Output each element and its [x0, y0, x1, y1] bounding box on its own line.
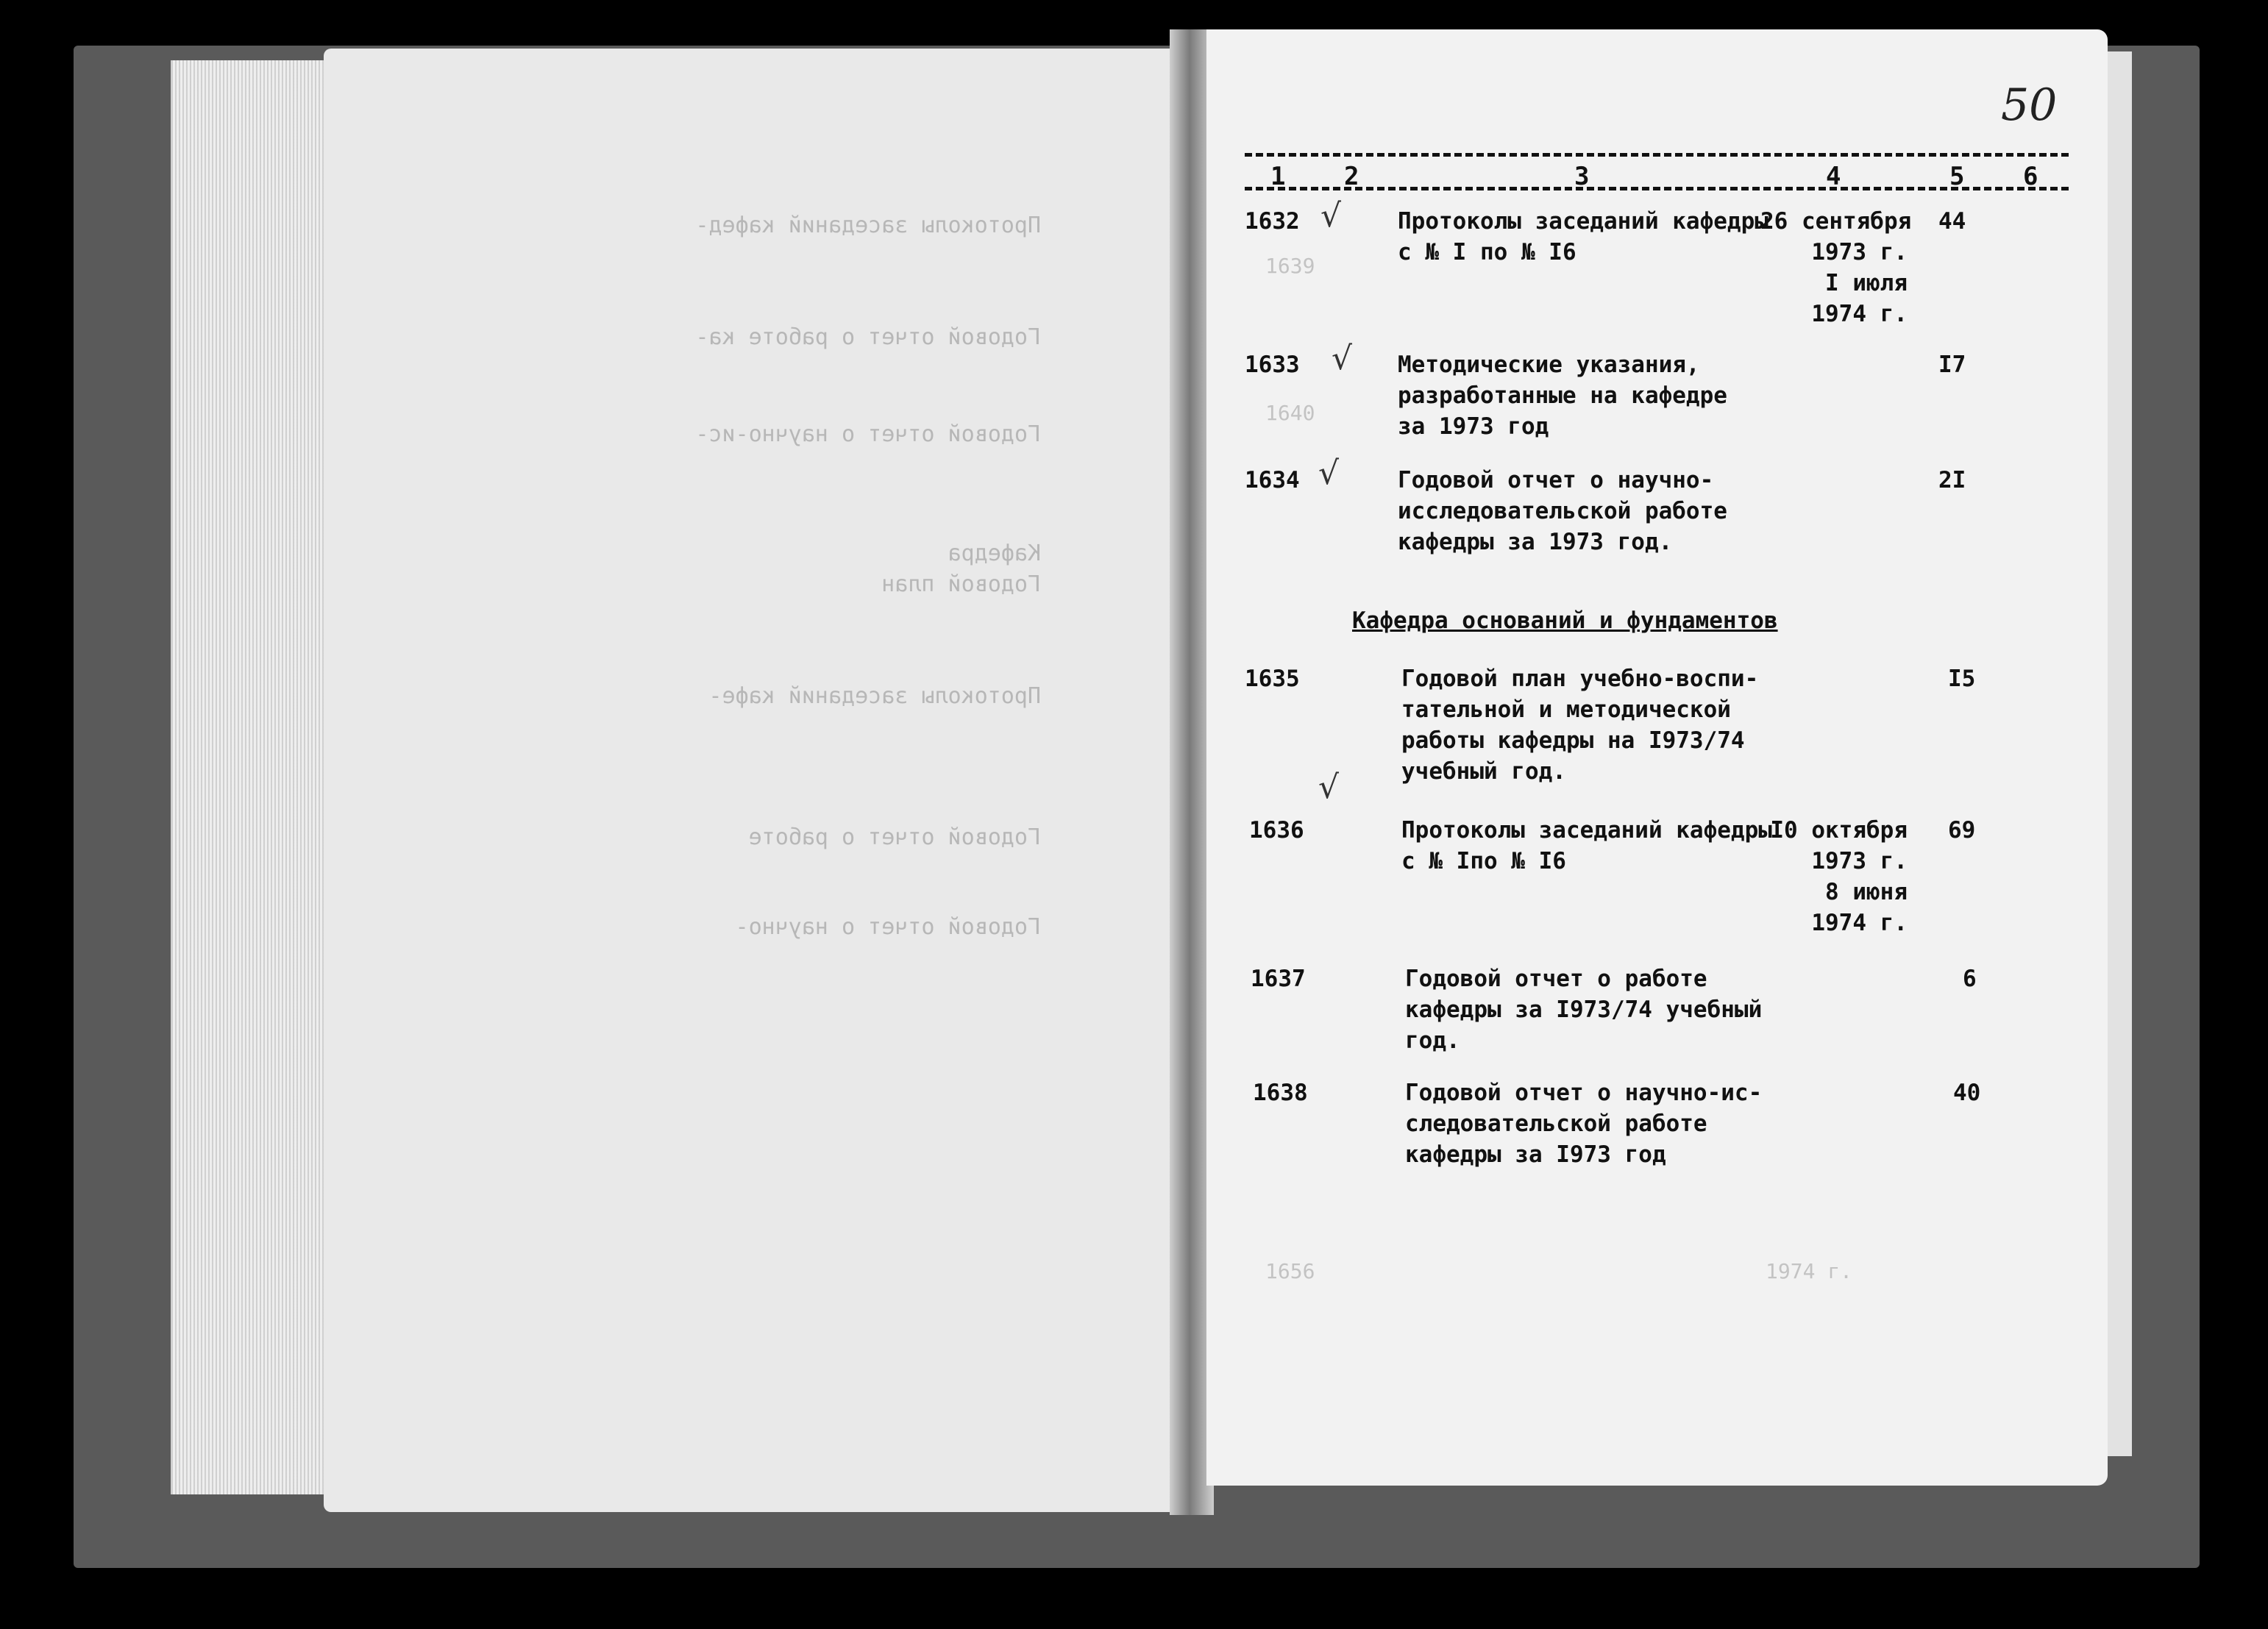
- bleed-line: Годовой отчет о научно-: [735, 914, 1041, 940]
- bleed-line: Протоколы заседаний кафе-: [708, 683, 1041, 709]
- column-header: 6: [2023, 162, 2038, 191]
- column-header: 4: [1826, 162, 1841, 191]
- row-number: 1635: [1245, 666, 1300, 692]
- bleed-line: Годовой отчет о работе ка-: [695, 324, 1041, 350]
- row-number: 1634: [1245, 467, 1300, 493]
- right-page-edge: [2104, 51, 2132, 1456]
- header-rule-bottom: [1245, 187, 2069, 190]
- section-heading: Кафедра оснований и фундаментов: [1352, 607, 1778, 634]
- row-sheets: I5: [1948, 666, 1976, 692]
- check-mark-icon: √: [1318, 455, 1340, 492]
- row-title: Годовой отчет о работе кафедры за I973/74 учебный год.: [1405, 966, 1763, 1054]
- row-title: Методические указания, разработанные на кафедре за 1973 год: [1398, 352, 1727, 440]
- row-number: 1636: [1249, 817, 1304, 844]
- left-page-bleed-through: [324, 49, 1181, 1512]
- check-mark-icon: √: [1332, 340, 1353, 377]
- row-number: 1633: [1245, 352, 1300, 378]
- folio-number: 50: [2001, 79, 2058, 131]
- row-sheets: 2I: [1938, 467, 1966, 493]
- check-mark-icon: √: [1318, 769, 1340, 806]
- row-dates: I0 октября 1973 г. 8 июня 1974 г.: [1770, 817, 1908, 936]
- row-sheets: I7: [1938, 352, 1966, 378]
- left-page: [324, 49, 1181, 1512]
- row-title: Годовой отчет о научно-ис- следовательской работе кафедры за I973 год: [1405, 1080, 1763, 1168]
- bleed-line: Кафедра: [948, 541, 1041, 566]
- bleed-through-text: 1640: [1265, 401, 1315, 425]
- row-number: 1632: [1245, 208, 1300, 235]
- row-sheets: 40: [1953, 1080, 1981, 1106]
- bleed-through-text: 1974 г.: [1766, 1259, 1853, 1283]
- bleed-through-text: 1656: [1265, 1259, 1315, 1283]
- row-title: Годовой отчет о научно- исследовательской работе кафедры за 1973 год.: [1398, 467, 1727, 555]
- row-title: Протоколы заседаний кафедры с № I по № I6: [1398, 208, 1768, 265]
- row-number: 1637: [1251, 966, 1306, 992]
- row-dates: 26 сентября 1973 г. I июля 1974 г.: [1760, 208, 1912, 327]
- column-header: 1: [1270, 162, 1286, 191]
- column-header: 2: [1344, 162, 1359, 191]
- row-sheets: 69: [1948, 817, 1976, 844]
- bleed-line: Годовой план: [881, 571, 1041, 597]
- column-header: 5: [1949, 162, 1965, 191]
- row-sheets: 6: [1963, 966, 1977, 992]
- row-number: 1638: [1253, 1080, 1308, 1106]
- row-title: Годовой план учебно-воспи- тательной и методической работы кафедры на I973/74 учебный год.: [1401, 666, 1759, 785]
- row-sheets: 44: [1938, 208, 1966, 235]
- bleed-line: Годовой отчет о научно-ис-: [695, 421, 1041, 447]
- check-mark-icon: √: [1320, 197, 1342, 235]
- column-header: 3: [1574, 162, 1590, 191]
- bleed-through-text: 1639: [1265, 254, 1315, 278]
- header-rule-top: [1245, 153, 2069, 157]
- bleed-line: Годовой отчет о работе: [748, 824, 1041, 850]
- bleed-line: Протоколы заседаний кафед-: [695, 213, 1041, 238]
- row-title: Протоколы заседаний кафедры с № Iпо № I6: [1401, 817, 1772, 874]
